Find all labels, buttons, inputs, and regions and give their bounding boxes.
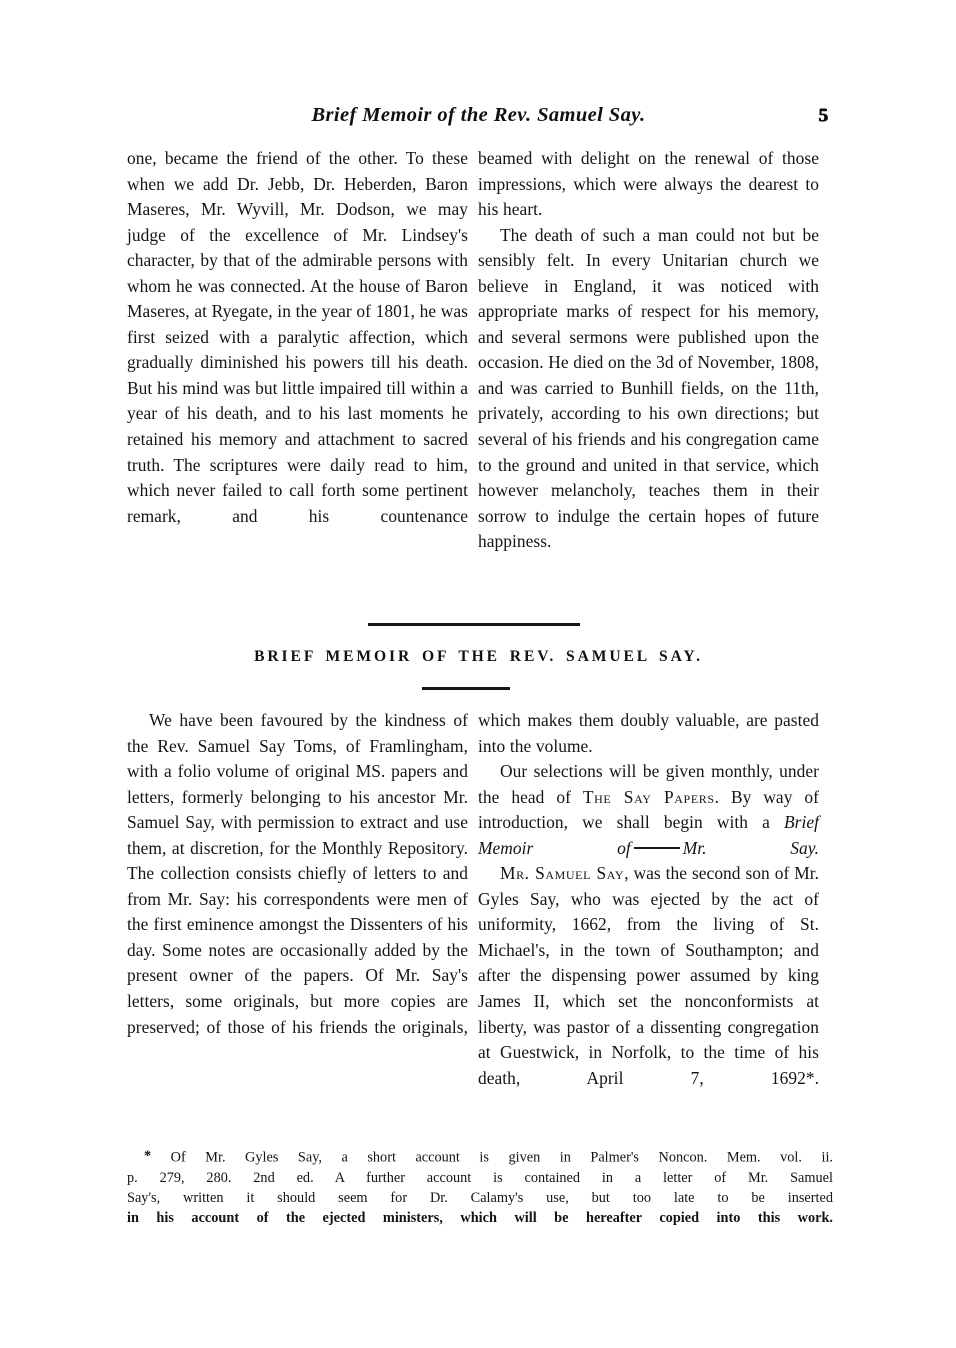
paragraph-samuel-say-bio	[478, 861, 819, 1091]
footnote-marker: *	[144, 1148, 152, 1164]
divider-rule-below-heading	[422, 687, 510, 690]
section-heading: BRIEF MEMOIR OF THE REV. SAMUEL SAY.	[254, 648, 703, 665]
article-two-right-column	[478, 708, 819, 1091]
running-head-title: Brief Memoir of the Rev. Samuel Say.	[311, 104, 646, 126]
footnote-line: in his account of the ejected ministers, which will be hereafter copied into this work.	[127, 1210, 833, 1227]
italic-brief-memoir-of: Brief Memoir of	[478, 812, 819, 858]
article-one-columns	[127, 146, 830, 555]
small-caps-the-say-papers: The Say Papers	[582, 786, 715, 807]
paragraph: We have been favoured by the kindness of the Rev. Samuel Say Toms, of Framlingham, with a folio volume of original MS. papers and letters, formerly belonging to his ancestor Mr. Samuel Say, with permission to extract and use them, at discretion, for the Monthly Repository. The collection consists chiefly of letters to and from Mr. Say: his correspondents were men of the first eminence amongst the Dissenters of his day. Some notes are occasionally added by the present owner of the papers. Of Mr. Say's letters, some originals, but more copies are preserved; of those of his friends the originals,	[127, 710, 468, 1037]
footnote-line: Say's, written it should seem for Dr. Calamy's use, but too late to be inserted	[127, 1190, 833, 1207]
footnote	[127, 1146, 833, 1229]
italic-mr-say: Mr. Say.	[682, 837, 819, 858]
paragraph: which makes them doubly valuable, are pasted into the volume.	[478, 710, 819, 756]
paragraph: The death of such a man could not but be sensibly felt. In every Unitarian church we believe in England, it was noticed with appropriate marks of respect for his memory, and several sermons were published upon the occasion. He died on the 3d of November, 1808, and was carried to Bunhill fields, on the 11th, privately, according to his own directions; but several of his friends and his congregation came to the ground and united in that service, which however melancholy, teaches them in their sorrow to indulge the certain hopes of future happiness.	[478, 224, 819, 552]
paragraph-say-papers	[478, 759, 819, 861]
paragraph: beamed with delight on the renewal of those impressions, which were always the dearest to his heart.	[478, 148, 819, 220]
footnote-line	[127, 1146, 833, 1168]
article-two-columns	[127, 708, 830, 1091]
article-one-right-column	[478, 146, 819, 555]
text-run: . By way of introduction, we shall begin with a	[478, 786, 819, 833]
paragraph-continued: one, became the friend of the other. To these when we add Dr. Jebb, Dr. Heberden, Baron Maseres, Mr. Wyvill, Mr. Dodson, we may judge of the excellence of Mr. Lindsey's character, by that of the admirable persons with whom he was connected. At the house of Baron Maseres, at Ryegate, in the year of 1801, he was first seized with a paralytic affection, which gradually diminished his powers till his death. But his mind was but little impaired till within a year of his death, and to his last moments he retained his memory and attachment to sacred truth. The scriptures were daily read to him, which never failed to call forth some pertinent remark, and his countenance	[127, 148, 468, 526]
footnote-line: p. 279, 280. 2nd ed. A further account is contained in a letter of Mr. Samuel	[127, 1169, 833, 1186]
text-run: , was the second son of Mr. Gyles Say, who was ejected by the act of uniformity, 1662, from the living of St. Michael's, in the town of Southampton; and after the dispensing power assumed by king James II, which set the nonconformists at liberty, was pastor of a dissenting congregation at Guestwick, in Norfolk, to the time of his death, April 7, 1692*.	[478, 863, 820, 1088]
divider-rule-above-heading	[368, 623, 580, 626]
article-two-left-column	[127, 708, 468, 1091]
running-head	[127, 104, 830, 132]
small-caps-mr-samuel-say: Mr. Samuel Say	[500, 863, 625, 884]
page-number: 5	[818, 105, 828, 126]
footnote-text: Of Mr. Gyles Say, a short account is given in Palmer's Noncon. Mem. vol. ii.	[151, 1149, 833, 1166]
article-one-left-column	[127, 146, 468, 555]
text-run: Our selections will be given monthly, under the head of	[478, 761, 819, 807]
em-dash-rule-icon	[634, 847, 680, 849]
